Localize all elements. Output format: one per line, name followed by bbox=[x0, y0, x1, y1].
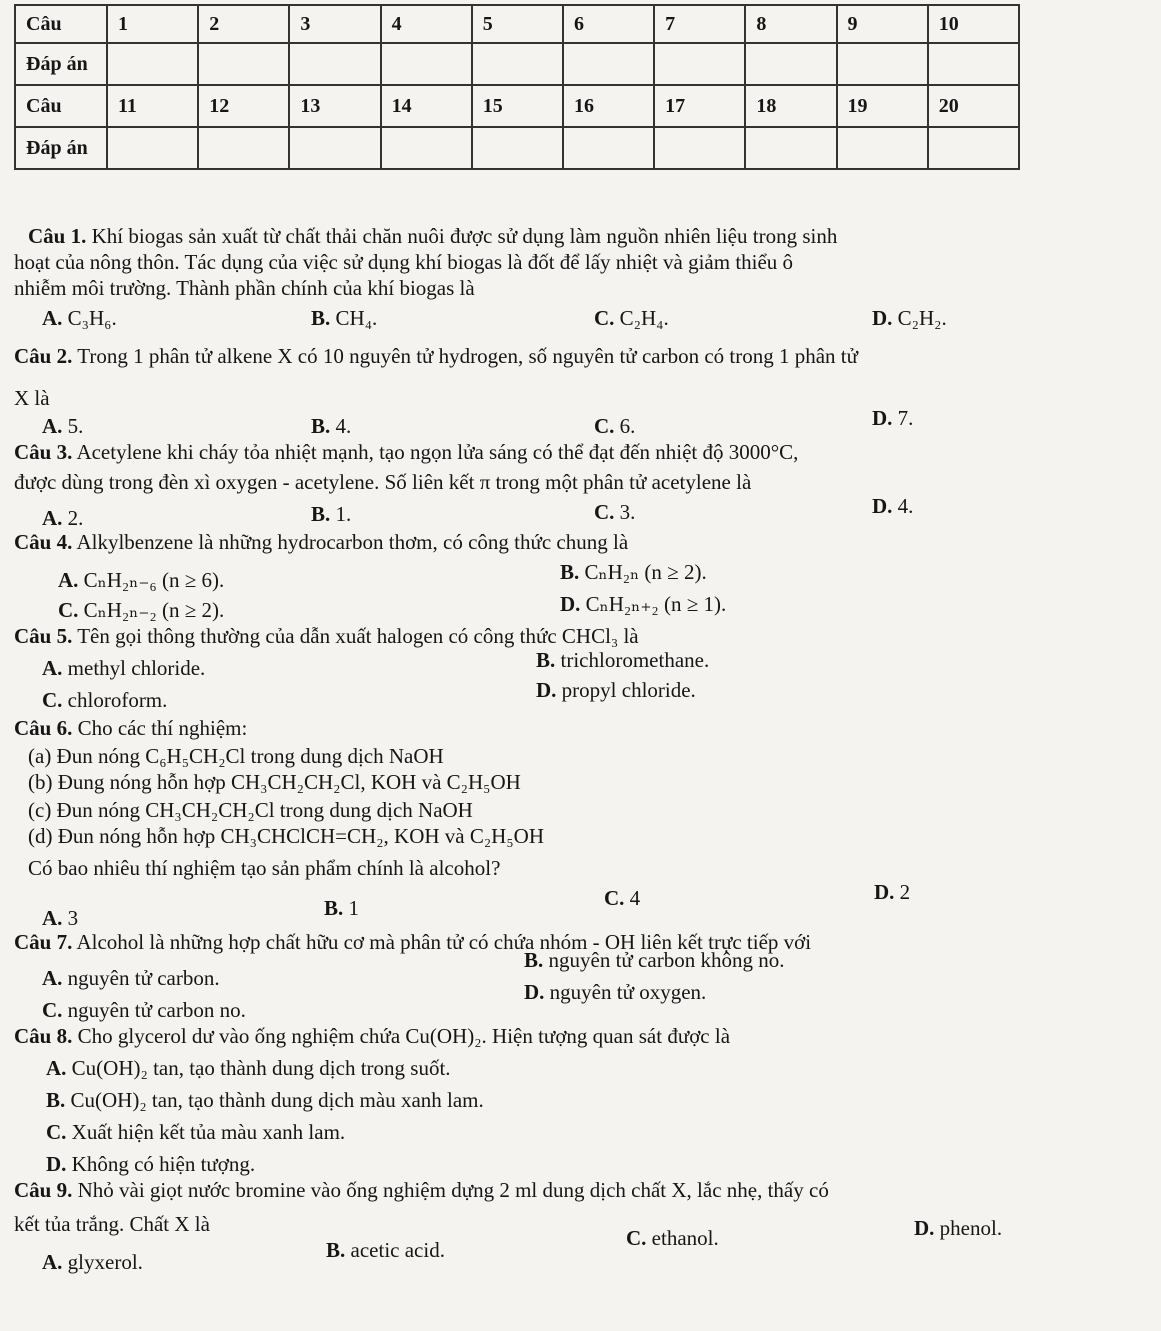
question-text: X là bbox=[14, 386, 50, 410]
answer-sheet-row bbox=[15, 5, 1019, 43]
question-text: Câu 1. Khí biogas sản xuất từ chất thải chăn nuôi được sử dụng làm nguồn nhiên liệu trong sinh bbox=[28, 224, 838, 248]
answer-cell[interactable] bbox=[107, 127, 198, 169]
answer-option[interactable]: A. 2. bbox=[42, 506, 84, 530]
question-text: kết tủa trắng. Chất X là bbox=[14, 1212, 210, 1236]
answer-sheet-row bbox=[15, 127, 1019, 169]
question-text: Câu 5. Tên gọi thông thường của dẫn xuất halogen có công thức CHCl₃ là bbox=[14, 624, 639, 648]
answer-option[interactable]: A. methyl chloride. bbox=[42, 656, 206, 680]
answer-option[interactable]: C. nguyên tử carbon no. bbox=[42, 998, 246, 1022]
answer-cell[interactable] bbox=[837, 127, 928, 169]
answer-option[interactable]: B. CH₄. bbox=[311, 306, 378, 330]
question-number-cell: 13 bbox=[289, 85, 380, 127]
answer-cell[interactable] bbox=[837, 43, 928, 85]
question-number-cell: 8 bbox=[745, 5, 836, 43]
answer-option[interactable]: D. CₙH₂ₙ₊₂ (n ≥ 1). bbox=[560, 592, 727, 616]
question-text: Câu 7. Alcohol là những hợp chất hữu cơ mà phân tử có chứa nhóm - OH liên kết trực tiếp với bbox=[14, 930, 812, 954]
question-label: Câu 7. bbox=[14, 930, 73, 954]
question-text: Câu 2. Trong 1 phân tử alkene X có 10 nguyên tử hydrogen, số nguyên tử carbon có trong 1 phân tử bbox=[14, 344, 859, 368]
experiment-item: (c) Đun nóng CH₃CH₂CH₂Cl trong dung dịch NaOH bbox=[28, 798, 473, 822]
answer-sheet-table bbox=[14, 4, 1020, 170]
answer-option[interactable]: B. trichloromethane. bbox=[536, 648, 710, 672]
question-number-cell: 9 bbox=[837, 5, 928, 43]
experiment-item: (d) Đun nóng hỗn hợp CH₃CHClCH=CH₂, KOH và C₂H₅OH bbox=[28, 824, 544, 848]
answer-option[interactable]: B. nguyên tử carbon không no. bbox=[524, 948, 785, 972]
question-number-cell: 5 bbox=[472, 5, 563, 43]
answer-option[interactable]: D. 7. bbox=[872, 406, 914, 430]
question-number-cell: 11 bbox=[107, 85, 198, 127]
question-text: Câu 3. Acetylene khi cháy tỏa nhiệt mạnh, tạo ngọn lửa sáng có thể đạt đến nhiệt độ 3000°C, bbox=[14, 440, 799, 464]
answer-option[interactable]: A. Cu(OH)₂ tan, tạo thành dung dịch trong suốt. bbox=[46, 1056, 451, 1080]
answer-cell[interactable] bbox=[654, 43, 745, 85]
answer-cell[interactable] bbox=[472, 127, 563, 169]
question-number-cell: 20 bbox=[928, 85, 1019, 127]
answer-cell[interactable] bbox=[745, 127, 836, 169]
question-label: Câu 4. bbox=[14, 530, 73, 554]
question-number-cell: 12 bbox=[198, 85, 289, 127]
answer-option[interactable]: B. CₙH₂ₙ (n ≥ 2). bbox=[560, 560, 707, 584]
answer-cell[interactable] bbox=[928, 127, 1019, 169]
answer-option[interactable]: C. Xuất hiện kết tủa màu xanh lam. bbox=[46, 1120, 346, 1144]
answer-option[interactable]: D. nguyên tử oxygen. bbox=[524, 980, 707, 1004]
answer-option[interactable]: C. C₂H₄. bbox=[594, 306, 669, 330]
row-label-answer: Đáp án bbox=[15, 127, 107, 169]
answer-option[interactable]: A. glyxerol. bbox=[42, 1250, 143, 1274]
answer-option[interactable]: D. phenol. bbox=[914, 1216, 1003, 1240]
question-number-cell: 4 bbox=[381, 5, 472, 43]
answer-option[interactable]: B. 4. bbox=[311, 414, 352, 438]
question-label: Câu 9. bbox=[14, 1178, 73, 1202]
question-text: Câu 4. Alkylbenzene là những hydrocarbon thơm, có công thức chung là bbox=[14, 530, 629, 554]
question-text: Câu 8. Cho glycerol dư vào ống nghiệm chứa Cu(OH)₂. Hiện tượng quan sát được là bbox=[14, 1024, 731, 1048]
answer-cell[interactable] bbox=[928, 43, 1019, 85]
answer-option[interactable]: C. ethanol. bbox=[626, 1226, 719, 1250]
answer-option[interactable]: D. C₂H₂. bbox=[872, 306, 947, 330]
experiment-item: (b) Đung nóng hỗn hợp CH₃CH₂CH₂Cl, KOH và C₂H₅OH bbox=[28, 770, 521, 794]
answer-cell[interactable] bbox=[563, 43, 654, 85]
question-label: Câu 8. bbox=[14, 1024, 73, 1048]
answer-option[interactable]: D. 2 bbox=[874, 880, 911, 904]
answer-option[interactable]: D. 4. bbox=[872, 494, 914, 518]
question-text: Câu 9. Nhỏ vài giọt nước bromine vào ống nghiệm dựng 2 ml dung dịch chất X, lắc nhẹ, thấy có bbox=[14, 1178, 829, 1202]
answer-cell[interactable] bbox=[563, 127, 654, 169]
answer-option[interactable]: D. propyl chloride. bbox=[536, 678, 696, 702]
answer-cell[interactable] bbox=[381, 127, 472, 169]
answer-option[interactable]: C. 3. bbox=[594, 500, 636, 524]
answer-sheet-row bbox=[15, 43, 1019, 85]
answer-cell[interactable] bbox=[745, 43, 836, 85]
answer-cell[interactable] bbox=[289, 43, 380, 85]
answer-option[interactable]: C. CₙH₂ₙ₋₂ (n ≥ 2). bbox=[58, 598, 225, 622]
question-number-cell: 19 bbox=[837, 85, 928, 127]
question-text: nhiễm môi trường. Thành phần chính của khí biogas là bbox=[14, 276, 475, 300]
question-label: Câu 3. bbox=[14, 440, 73, 464]
answer-cell[interactable] bbox=[472, 43, 563, 85]
answer-option[interactable]: A. CₙH₂ₙ₋₆ (n ≥ 6). bbox=[58, 568, 225, 592]
answer-option[interactable]: C. 6. bbox=[594, 414, 636, 438]
question-label: Câu 5. bbox=[14, 624, 73, 648]
question-number-cell: 2 bbox=[198, 5, 289, 43]
question-number-cell: 6 bbox=[563, 5, 654, 43]
question-number-cell: 18 bbox=[745, 85, 836, 127]
answer-cell[interactable] bbox=[289, 127, 380, 169]
answer-cell[interactable] bbox=[198, 43, 289, 85]
question-number-cell: 17 bbox=[654, 85, 745, 127]
answer-cell[interactable] bbox=[198, 127, 289, 169]
answer-cell[interactable] bbox=[107, 43, 198, 85]
answer-cell[interactable] bbox=[654, 127, 745, 169]
row-label-question: Câu bbox=[15, 85, 107, 127]
answer-option[interactable]: B. acetic acid. bbox=[326, 1238, 445, 1262]
answer-sheet-row bbox=[15, 85, 1019, 127]
question-number-cell: 1 bbox=[107, 5, 198, 43]
answer-option[interactable]: A. nguyên tử carbon. bbox=[42, 966, 220, 990]
answer-option[interactable]: D. Không có hiện tượng. bbox=[46, 1152, 256, 1176]
question-label: Câu 6. bbox=[14, 716, 73, 740]
question-number-cell: 14 bbox=[381, 85, 472, 127]
question-number-cell: 16 bbox=[563, 85, 654, 127]
question-label: Câu 2. bbox=[14, 344, 73, 368]
answer-option[interactable]: C. 4 bbox=[604, 886, 641, 910]
answer-option[interactable]: A. C₃H₆. bbox=[42, 306, 117, 330]
question-text: Có bao nhiêu thí nghiệm tạo sản phẩm chính là alcohol? bbox=[28, 856, 501, 880]
answer-option[interactable]: B. 1 bbox=[324, 896, 360, 920]
row-label-answer: Đáp án bbox=[15, 43, 107, 85]
answer-option[interactable]: C. chloroform. bbox=[42, 688, 168, 712]
question-text: được dùng trong đèn xì oxygen - acetylene. Số liên kết π trong một phân tử acetylene là bbox=[14, 470, 752, 494]
question-text: Câu 6. Cho các thí nghiệm: bbox=[14, 716, 248, 740]
answer-option[interactable]: A. 3 bbox=[42, 906, 79, 930]
experiment-item: (a) Đun nóng C₆H₅CH₂Cl trong dung dịch NaOH bbox=[28, 744, 444, 768]
question-text: hoạt của nông thôn. Tác dụng của việc sử dụng khí biogas là đốt để lấy nhiệt và giảm thiểu ô bbox=[14, 250, 794, 274]
question-number-cell: 7 bbox=[654, 5, 745, 43]
question-number-cell: 10 bbox=[928, 5, 1019, 43]
row-label-question: Câu bbox=[15, 5, 107, 43]
answer-option[interactable]: A. 5. bbox=[42, 414, 84, 438]
answer-cell[interactable] bbox=[381, 43, 472, 85]
question-number-cell: 15 bbox=[472, 85, 563, 127]
answer-option[interactable]: B. Cu(OH)₂ tan, tạo thành dung dịch màu xanh lam. bbox=[46, 1088, 484, 1112]
question-label: Câu 1. bbox=[28, 224, 87, 248]
answer-option[interactable]: B. 1. bbox=[311, 502, 352, 526]
question-number-cell: 3 bbox=[289, 5, 380, 43]
